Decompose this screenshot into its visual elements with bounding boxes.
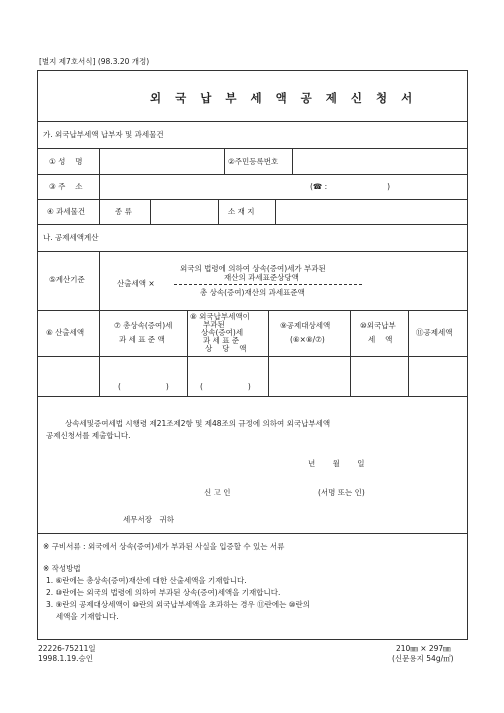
divider xyxy=(37,533,468,534)
foreign-tax-paid-field[interactable] xyxy=(351,357,407,395)
phone-label: (☎ : ) xyxy=(310,182,391,191)
page-title: 외 국 납 부 세 액 공 제 신 청 서 xyxy=(150,91,418,105)
divider xyxy=(37,251,468,252)
col-header: ⑩외국납부 xyxy=(360,321,396,330)
col-header: ⑨공제대상세액 xyxy=(280,321,331,330)
paper-size: 210㎜ × 297㎜ xyxy=(396,644,451,653)
paper-type: (신문용지 54g/㎡) xyxy=(392,654,454,663)
kind-label: 종 류 xyxy=(115,207,132,216)
paren-note: ( ) xyxy=(118,382,169,391)
instruction-item: 2. ⑩란에는 외국의 법령에 의하여 부과된 상속(증여)세액을 기재합니다. xyxy=(46,588,281,597)
divider xyxy=(37,310,468,311)
col-header: 세 액 xyxy=(368,335,393,344)
divider xyxy=(224,148,225,174)
address-field[interactable] xyxy=(100,175,300,198)
resident-id-field[interactable] xyxy=(293,149,467,173)
col-header: ⑥ 산출세액 xyxy=(46,328,85,337)
formula-denominator: 총 상속(증여)재산의 과세표준액 xyxy=(200,288,305,297)
approval-date: 1998.1.19.승인 xyxy=(38,654,94,663)
instruction-item: 세액을 기재합니다. xyxy=(46,612,119,621)
instructions-heading: ※ 작성방법 xyxy=(43,564,81,573)
computed-tax-field[interactable] xyxy=(38,357,98,395)
col-header: ⑧ 외국납부세액이 xyxy=(190,312,250,321)
fraction-bar xyxy=(174,284,362,285)
deductible-amount-field[interactable] xyxy=(269,357,349,395)
formula-prefix: 산출세액 × xyxy=(117,279,155,288)
declaration-text: 상속세및증여세법 시행령 제21조제2항 및 제48조의 규정에 의하여 외국납부세액 xyxy=(65,419,331,428)
divider xyxy=(37,224,468,225)
formula-numerator: 외국의 법령에 의하여 상속(증여)세가 부과된 xyxy=(180,264,326,273)
col-header: (⑥×⑧/⑦) xyxy=(290,335,325,344)
resident-id-label: ②주민등록번호 xyxy=(228,157,279,166)
basis-label: ⑤계산기준 xyxy=(49,275,85,284)
col-header: 과 세 표 준 액 xyxy=(119,335,165,344)
attachments-note: ※ 구비서류 : 외국에서 상속(증여)세가 부과된 사실을 입증할 수 있는 서류 xyxy=(43,542,285,551)
applicant-label: 신 고 인 xyxy=(204,488,231,497)
signature-label: (서명 또는 인) xyxy=(318,488,365,497)
col-header: 상속(증여)세 xyxy=(201,328,244,337)
location-label: 소 재 지 xyxy=(228,207,255,216)
paren-note: ( ) xyxy=(200,382,251,391)
name-label: ① 성 명 xyxy=(49,157,83,166)
form-number: [별지 제7호서식] (98.3.20 개정) xyxy=(39,57,150,66)
divider xyxy=(218,199,219,224)
deduction-amount-field[interactable] xyxy=(409,357,467,395)
declaration-text: 공제신청서를 제출합니다. xyxy=(46,431,131,440)
instruction-item: 1. ⑥란에는 총상속(증여)재산에 대한 산출세액을 기재합니다. xyxy=(46,576,247,585)
col-header: 상 당 액 xyxy=(205,344,247,353)
formula-numerator: 재산의 과세표준상당액 xyxy=(224,273,299,282)
divider xyxy=(37,121,468,122)
form-code: 22226-75211일 xyxy=(38,644,96,653)
recipient-label: 세무서장 귀하 xyxy=(123,515,174,524)
divider xyxy=(37,396,468,397)
location-field[interactable] xyxy=(276,200,467,223)
instruction-item: 3. ⑨란의 공제대상세액이 ⑩란의 외국납부세액을 초과하는 경우 ⑪란에는 ⑩란의 xyxy=(46,600,311,609)
date-line: 년 월 일 xyxy=(308,459,365,468)
kind-field[interactable] xyxy=(151,200,217,223)
col-header: 과 세 표 준 xyxy=(203,336,240,345)
address-label: ③ 주 소 xyxy=(49,182,83,191)
name-field[interactable] xyxy=(100,149,223,173)
col-header: 부과된 xyxy=(203,320,225,329)
section-heading: 나. 공제세액계산 xyxy=(43,233,99,242)
col-header: ⑪공제세액 xyxy=(416,328,453,337)
col-header: ⑦ 총상속(증여)세 xyxy=(114,321,173,330)
section-heading: 가. 외국납부세액 납부자 및 과세물건 xyxy=(43,130,164,139)
divider xyxy=(99,251,100,310)
property-label: ④ 과세물건 xyxy=(47,207,86,216)
